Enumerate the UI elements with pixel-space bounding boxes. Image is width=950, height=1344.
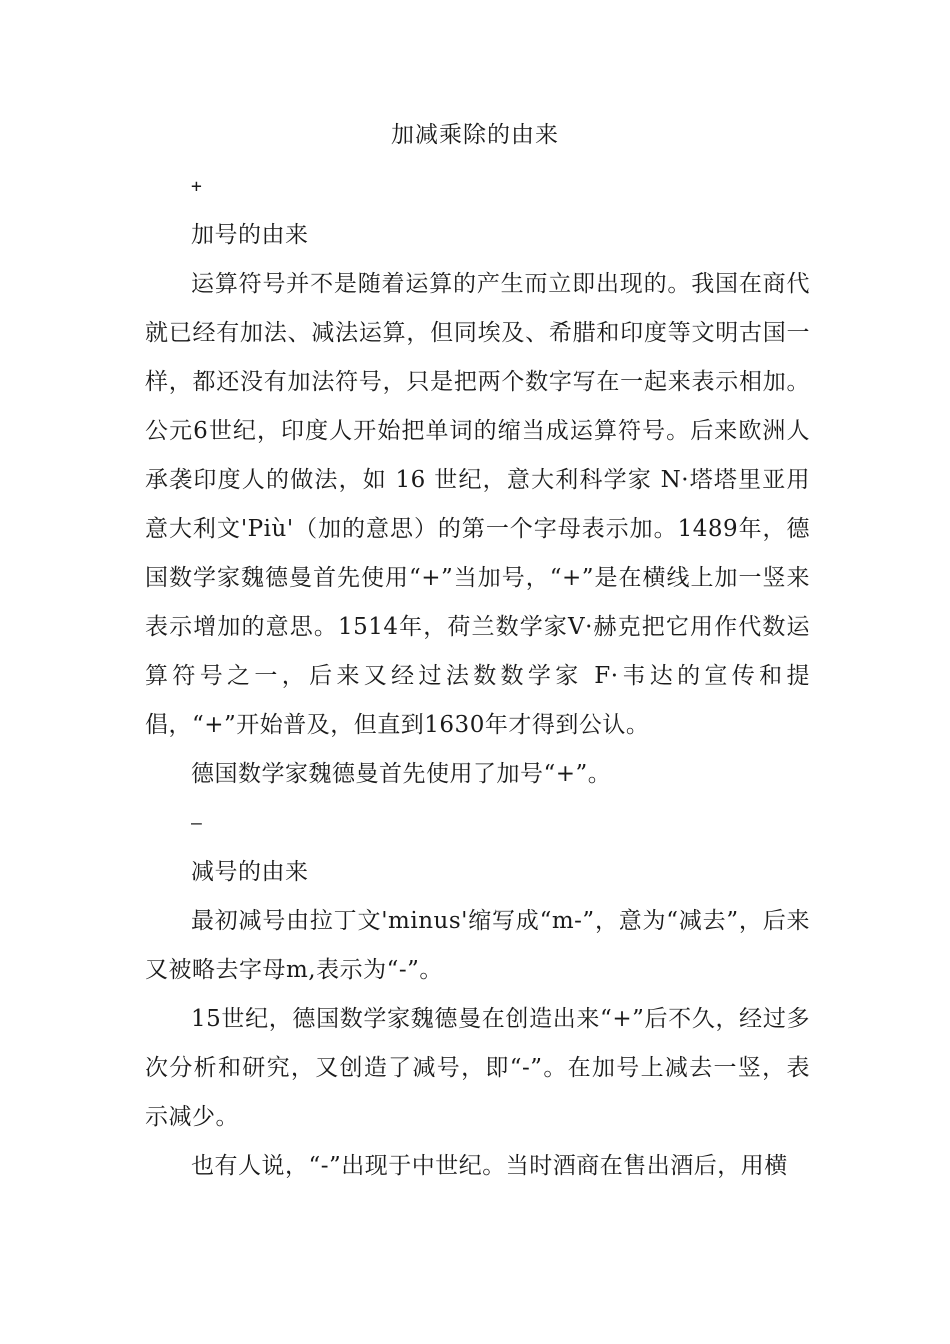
document-title: 加减乘除的由来 (391, 122, 559, 148)
section-heading-minus: 减号的由来 (191, 859, 309, 885)
section-heading-plus: 加号的由来 (191, 222, 309, 248)
paragraph-minus-medieval: 也有人说，“-”出现于中世纪。当时酒商在售出酒后，用横 (191, 1153, 788, 1179)
paragraph-minus-origin: 最初减号由拉丁文'minus'缩写成“m-”，意为“减去”，后来又被略去字母m,表示为“-”。 (145, 908, 810, 983)
plus-symbol-line: + (191, 176, 203, 197)
document-body (145, 162, 810, 1191)
paragraph-plus-summary: 德国数学家魏德曼首先使用了加号“+”。 (191, 761, 612, 787)
paragraph-plus-history: 运算符号并不是随着运算的产生而立即出现的。我国在商代就已经有加法、减法运算，但同埃及、希腊和印度等文明古国一样，都还没有加法符号，只是把两个数字写在一起来表示相加。公元6世纪，印度人开始把单词的缩当成运算符号。后来欧洲人承袭印度人的做法，如 16 世纪，意大利科学家 N·塔塔里亚用意大利文'Più'（加的意思）的第一个字母表示加。1489年，德国数学家魏德曼首先使用“+”当加号，“+”是在横线上加一竖来表示增加的意思。1514年，荷兰数学家V·赫克把它用作代数运算符号之一，后来又经过法数数学家 F·韦达的宣传和提倡，“+”开始普及，但直到1630年才得到公认。 (145, 271, 810, 738)
paragraph-minus-widmann: 15世纪，德国数学家魏德曼在创造出来“+”后不久，经过多次分析和研究，又创造了减号，即“-”。在加号上减去一竖，表示减少。 (145, 1006, 810, 1130)
minus-symbol-line: – (191, 813, 203, 834)
